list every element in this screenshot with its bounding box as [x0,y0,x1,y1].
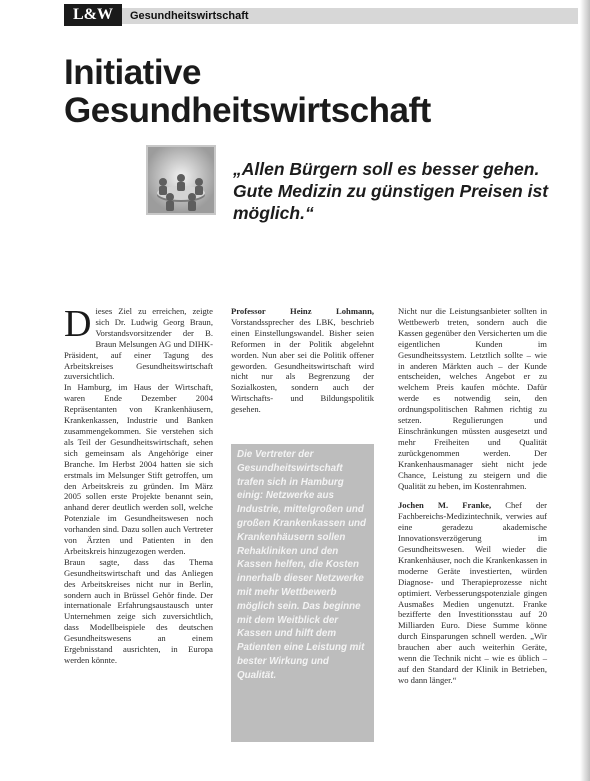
article-column-1 [64,303,213,666]
author-name: Jochen M. Franke, [398,500,492,511]
lead-quote: „Allen Bürgern soll es besser gehen. Gute Medizin zu günstigen Preisen ist möglich.“ [233,159,549,223]
article-column-3 [398,306,547,686]
paragraph: ieses Ziel zu erreichen, zeigte sich Dr. Ludwig Georg Braun, Vorstandsvorsitzender der B. Braun Melsungen AG und DIHK-Präsident, auf einer Tagung des Arbeitskreises Gesundheitswirtschaft zuversichtlich. [64,306,213,382]
paragraph: In Hamburg, im Haus der Wirtschaft, waren Ende Dezember 2004 Repräsentanten von Krankenhäusern, Krankenkassen, Industrie und Banken zusammengekommen. Sie verstehen sich als Teil der Gesundheitswirtschaft, sehen sich gemeinsam als Angehörige einer Branche. Im Herbst 2004 hatten sie sich erstmals im Melsunger Stift getroffen, um den Arbeitskreis zu gründen. Im März 2005 sollen erste Projekte benannt sein, anhand derer deutlich werden soll, welche Potenziale im Gesundheitswesen noch vorhanden sind. Dazu sollen auch Vertreter von Ärzten und Patienten in den Arbeitskreis hinzugezogen werden. [64,382,213,556]
paragraph: Braun sagte, dass das Thema Gesundheitswirtschaft und das Anliegen des Arbeitskreises nicht nur in Berlin, sondern auch in Brüssel Gehör finde. Der internationale Erfahrungsaustausch unter Unternehmen zeige sich zuversichtlich, dass Modellbeispiele des deutschen Gesundheitswesens an einem Ergebnisstand ausrichten, in Europa werden könnte. [64,556,213,665]
paragraph [231,306,374,415]
author-name: Professor Heinz Lohmann, [231,306,374,316]
paragraph-text: Chef der Fachbereichs-Medizintechnik, verwies auf eine geradezu akademische Innovationsverzögerung im Gesundheitswesen. Weil wieder die Krankenhäuser, noch die Krankenkassen in moderne Geräte investierten, würden Diagnose- und Therapieprozesse nicht optimiert. Verbesserungspotenziale gingen Ausmaßes Medien ungenutzt. Franke bezifferte den Investitionsstau auf 20 Milliarden Euro. Diese Summe könne durch Einsparungen schnell werden. „Wir brauchen aber auch weiterhin Geräte, wenn die Technik nicht – wie es üblich – auf den Standard der Klinik in Betrieben, wo dann länger.“ [398,500,547,685]
pull-quote: Die Vertreter der Gesundheitswirtschaft trafen sich in Hamburg einig: Netzwerke aus Industrie, mittelgroßen und großen Krankenkassen und Krankenhäusern sollen Rehakliniken und den Kassen helfen, die Kosten innerhalb dieser Netzwerke mit mehr Wettbewerb möglich sein. Das beginne mit dem Weitblick der Kassen und hilft dem Patienten eine Leistung mit bester Wirkung und Qualität. [237,449,367,681]
magazine-logo: L&W [64,4,122,26]
paragraph [398,500,547,685]
drop-cap: D [64,303,92,345]
article-title: Initiative Gesundheitswirtschaft [64,53,431,130]
paragraph: Nicht nur die Leistungsanbieter sollten in Wettbewerb treten, sondern auch die Kassen gegenüber den Versicherten um die eigentlichen Kunden im Gesundheitssystem. Letztlich sollte – wie in anderen Märkten auch – der Kunde entscheiden, welches Angebot er zu welchem Preis kaufen möchte. Dafür werde es notwendig sein, den ordnungspolitischen Rahmen richtig zu setzen. Regulierungen und Einschränkungen müssten ausgesetzt und mehr Freiheiten und Qualität zurückgenommen werden. Der Krankenhausmanager sieht nicht jede Chance, Leistung zu steigern und die Qualität zu heben, im Kostenrahmen. [398,306,547,491]
paragraph-text: Vorstandssprecher des LBK, beschrieb einen Einstellungswandel. Bisher seien Reformen in der Politik abgelehnt worden. Nun aber sei die Politik offener geworden. Gesundheitswirtschaft wird nicht nur als Begrenzung der Sozialkosten, sondern auch der Wirtschafts- und Bildungspolitik gesehen. [231,316,374,415]
group-meeting-illustration [146,145,216,215]
article-column-2 [231,306,374,415]
section-title: Gesundheitswirtschaft [130,10,249,22]
